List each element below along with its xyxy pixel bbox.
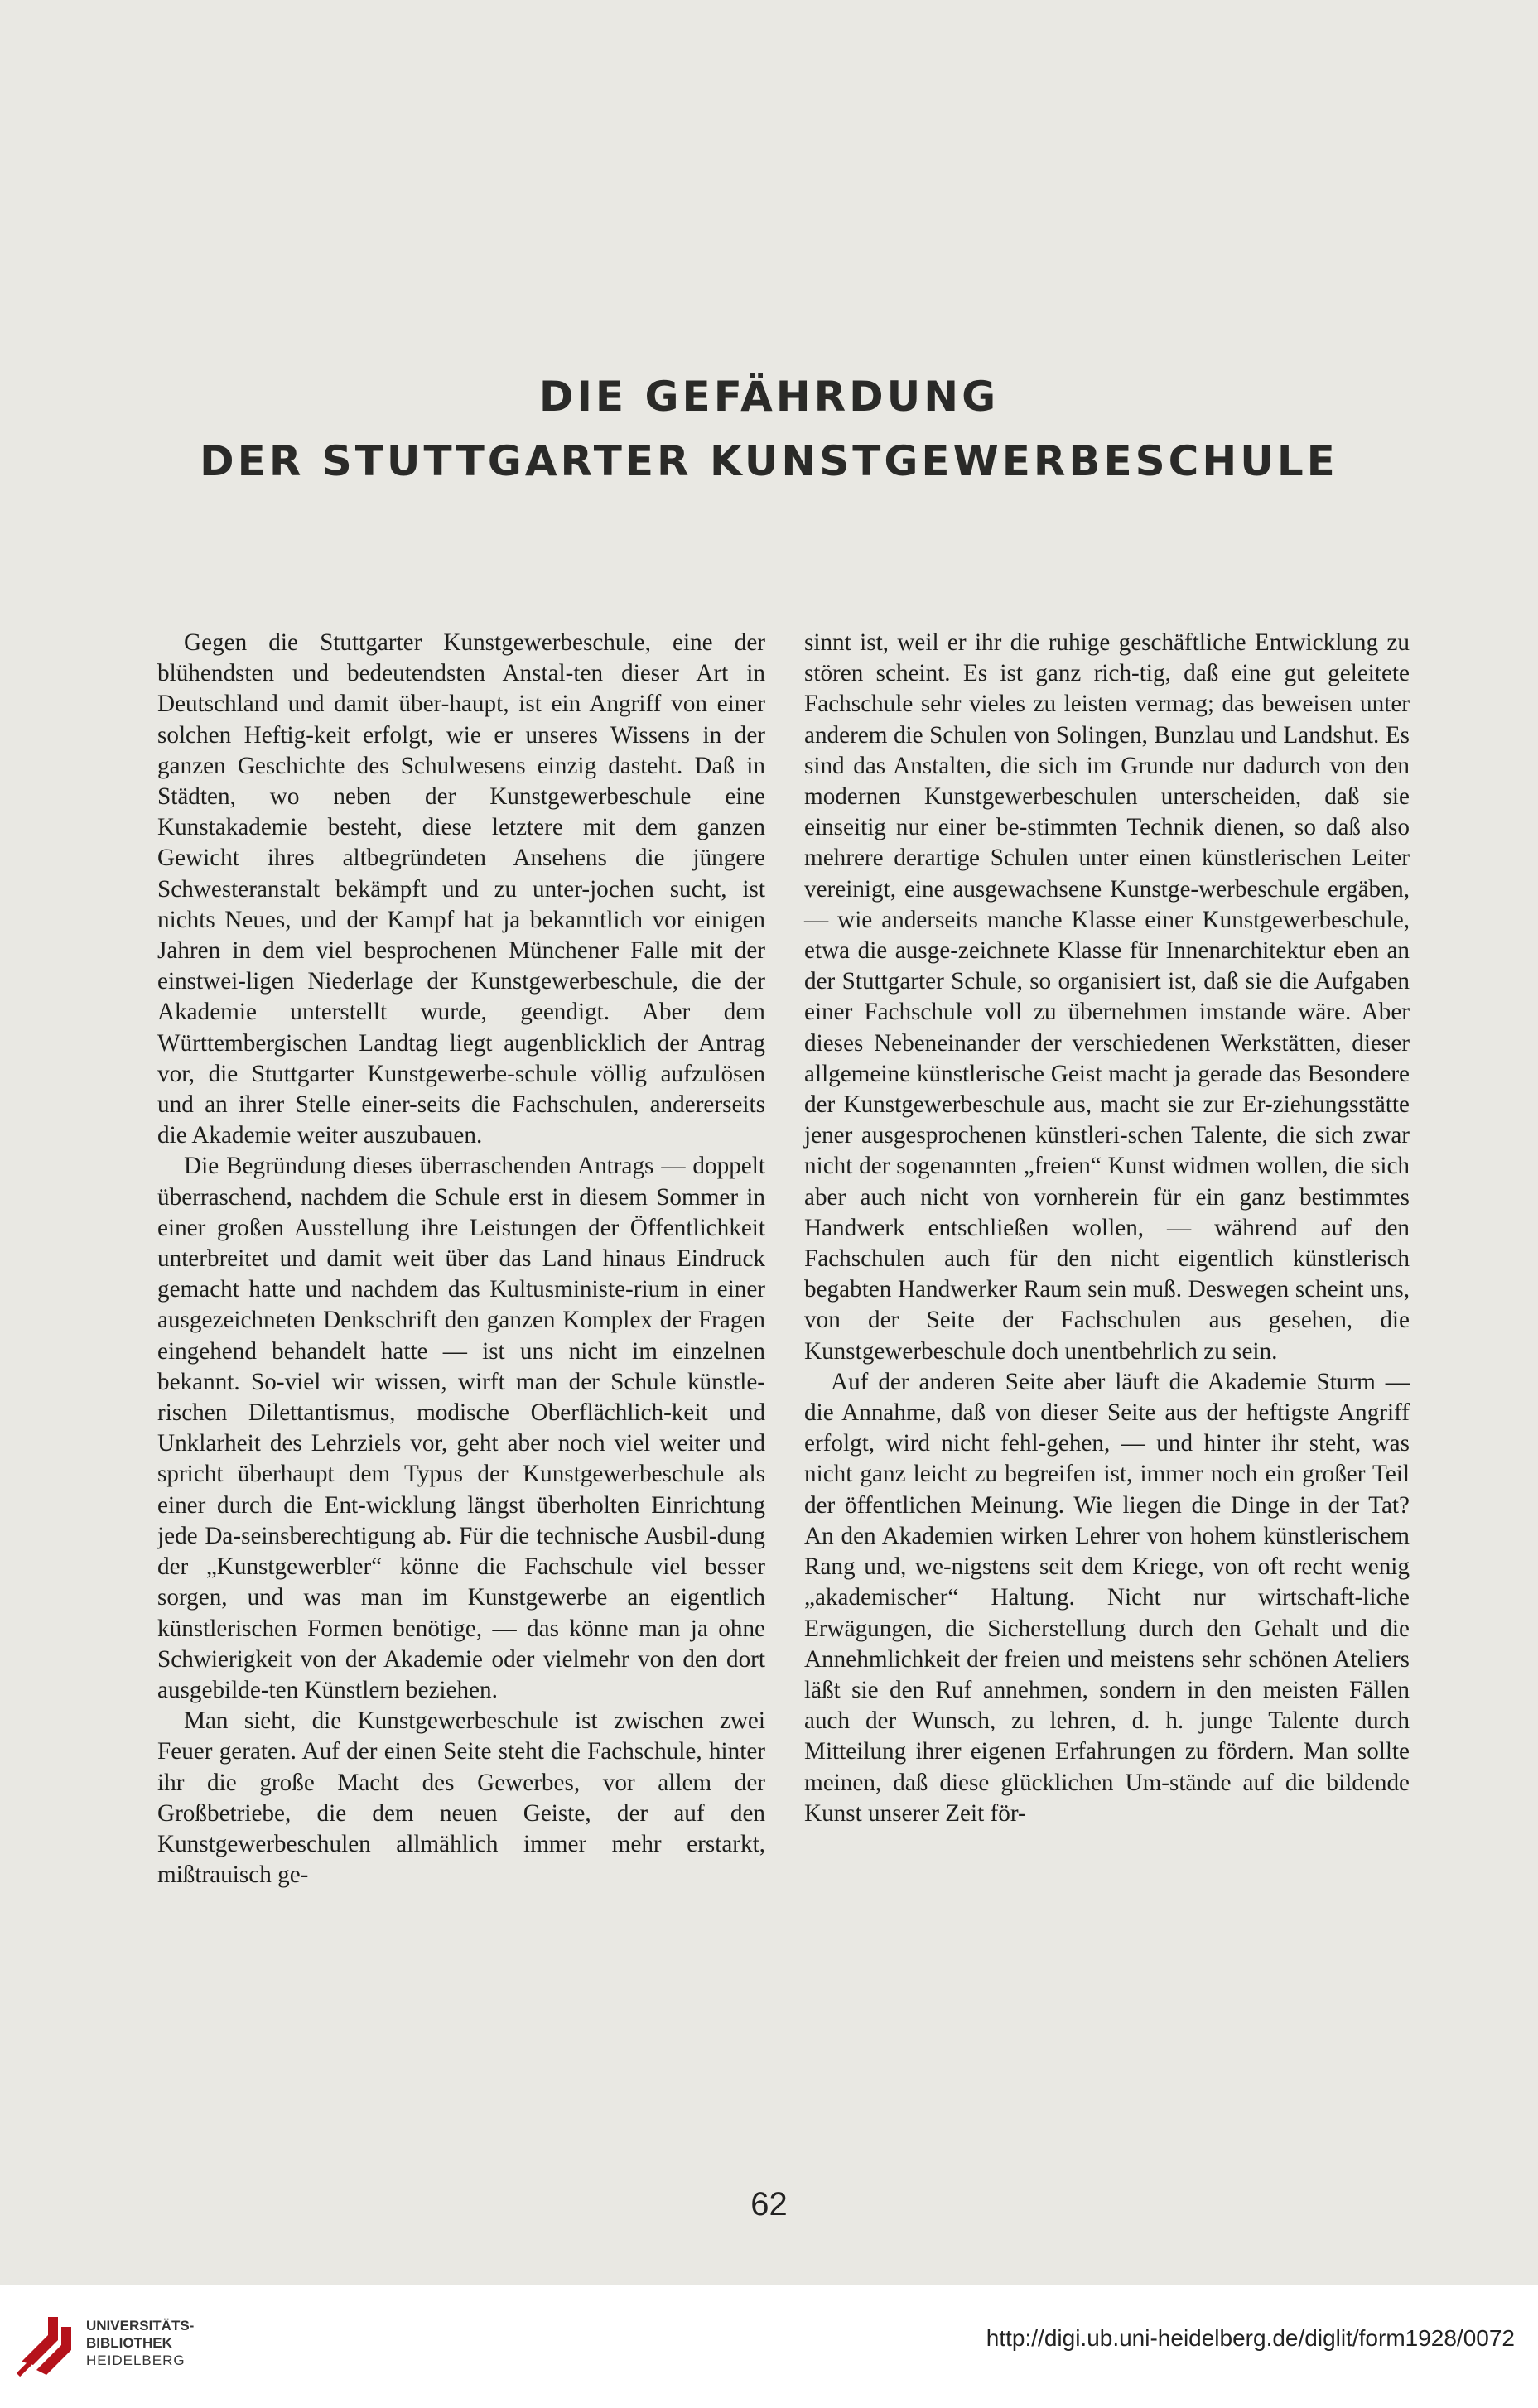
library-line-2: BIBLIOTHEK: [86, 2335, 172, 2351]
source-url-link[interactable]: http://digi.ub.uni-heidelberg.de/diglit/form1928/0072: [986, 2325, 1515, 2351]
library-line-1: UNIVERSITÄTS-: [86, 2318, 195, 2333]
library-line-3: HEIDELBERG: [86, 2353, 186, 2368]
ub-heidelberg-logo-icon: [15, 2310, 83, 2378]
paragraph: Die Begründung dieses überraschenden Antrags — doppelt überraschend, nachdem die Schule erst in diesem Sommer in einer großen Ausstellung ihre Leistungen der Öffentlichkeit unterbreitet und damit weit über das Land hinaus Eindruck gemacht hatte und nachdem das Kultusministe-rium in einer ausgezeichneten Denkschrift den ganzen Komplex der Fragen eingehend behandelt hatte — ist uns nicht im einzelnen bekannt. So-viel wir wissen, wirft man der Schule künstle-rischen Dilettantismus, modische Oberflächlich-keit und Unklarheit des Lehrziels vor, geht aber noch viel weiter und spricht überhaupt dem Typus der Kunstgewerbeschule als einer durch die Ent-wicklung längst überholten Einrichtung jede Da-seinsberechtigung ab. Für die technische Ausbil-dung der „Kunstgewerbler“ könne die Fachschule viel besser sorgen, und was man im Kunstgewerbe an eigentlich künstlerischen Formen benötige, — das könne man ja ohne Schwierigkeit von der Akademie oder vielmehr von den dort ausgebilde-ten Künstlern beziehen.: [157, 1153, 765, 1703]
left-text-column: [157, 628, 765, 1890]
article-title-line-1: DIE GEFÄHRDUNG: [538, 373, 1000, 421]
right-text-column: [804, 628, 1410, 1829]
paragraph: sinnt ist, weil er ihr die ruhige geschäftliche Entwicklung zu stören scheint. Es ist ganz rich-tig, daß eine gut geleitete Fachschule sehr vieles zu leisten vermag; das beweisen unter anderem die Schulen von Solingen, Bunzlau und Landshut. Es sind das Anstalten, die sich im Grunde nur dadurch von den modernen Kunstgewerbeschulen unterscheiden, daß sie einseitig nur einer be-stimmten Technik dienen, so daß also mehrere derartige Schulen unter einen künstlerischen Leiter vereinigt, eine ausgewachsene Kunstge-werbeschule ergäben, — wie anderseits manche Klasse einer Kunstgewerbeschule, etwa die ausge-zeichnete Klasse für Innenarchitektur eben an der Stuttgarter Schule, so organisiert ist, daß sie die Aufgaben einer Fachschule voll zu übernehmen imstande wäre. Aber dieses Nebeneinander der verschiedenen Werkstätten, dieser allgemeine künstlerische Geist macht ja gerade das Besondere der Kunstgewerbeschule aus, macht sie zur Er-ziehungsstätte jener ausgesprochenen künstleri-schen Talente, die sich zwar nicht der sogenannten „freien“ Kunst widmen wollen, die sich aber auch nicht von vornherein für ein ganz bestimmtes Handwerk entschließen wollen, — während auf den Fachschulen auch für den nicht eigentlich künstlerisch begabten Handwerker Raum sein muß. Deswegen scheint uns, von der Seite der Fachschulen aus gesehen, die Kunstgewerbeschule doch unentbehrlich zu sein.: [804, 629, 1410, 1365]
paragraph: Auf der anderen Seite aber läuft die Akademie Sturm — die Annahme, daß von dieser Seite aus der heftigste Angriff erfolgt, wird nicht fehl-gehen, — und hinter ihr steht, was nicht ganz leicht zu begreifen ist, immer noch ein großer Teil der öffentlichen Meinung. Wie liegen die Dinge in der Tat? An den Akademien wirken Lehrer von hohem künstlerischem Rang und, we-nigstens seit dem Kriege, von oft recht wenig „akademischer“ Haltung. Nicht nur wirtschaft-liche Erwägungen, die Sicherstellung durch den Gehalt und die Annehmlichkeit der freien und meistens sehr schönen Ateliers läßt sie den Ruf annehmen, sondern in den meisten Fällen auch der Wunsch, zu lehren, d. h. junge Talente durch Mitteilung ihrer eigenen Erfahrungen zu fördern. Man sollte meinen, daß diese glücklichen Um-stände auf die bildende Kunst unserer Zeit för-: [804, 1368, 1410, 1827]
article-title-line-2: DER STUTTGARTER KUNSTGEWERBESCHULE: [200, 437, 1338, 485]
paragraph: Gegen die Stuttgarter Kunstgewerbeschule, eine der blühendsten und bedeutendsten Anstal-ten dieser Art in Deutschland und damit über-haupt, ist ein Angriff von einer solchen Heftig-keit erfolgt, wie er unseres Wissens in der ganzen Geschichte des Schulwesens einzig dasteht. Daß in Städten, wo neben der Kunstgewerbeschule eine Kunstakademie besteht, diese letztere mit dem ganzen Gewicht ihres altbegründeten Ansehens die jüngere Schwesteranstalt bekämpft und zu unter-jochen sucht, ist nichts Neues, und der Kampf hat ja bekanntlich vor einigen Jahren in dem viel besprochenen Münchener Falle mit der einstwei-ligen Niederlage der Kunstgewerbeschule, die der Akademie unterstellt wurde, geendigt. Aber dem Württembergischen Landtag liegt augenblicklich der Antrag vor, die Stuttgarter Kunstgewerbe-schule völlig aufzulösen und an ihrer Stelle einer-seits die Fachschulen, andererseits die Akademie weiter auszubauen.: [157, 629, 765, 1149]
page-number: 62: [750, 2186, 788, 2223]
library-name: [86, 2317, 194, 2369]
paragraph: Man sieht, die Kunstgewerbeschule ist zwischen zwei Feuer geraten. Auf der einen Seite steht die Fachschule, hinter ihr die große Macht des Gewerbes, vor allem der Großbetriebe, die dem neuen Geiste, der auf den Kunstgewerbeschulen allmählich immer mehr erstarkt, mißtrauisch ge-: [157, 1707, 765, 1889]
digitization-footer: [0, 2285, 1538, 2408]
